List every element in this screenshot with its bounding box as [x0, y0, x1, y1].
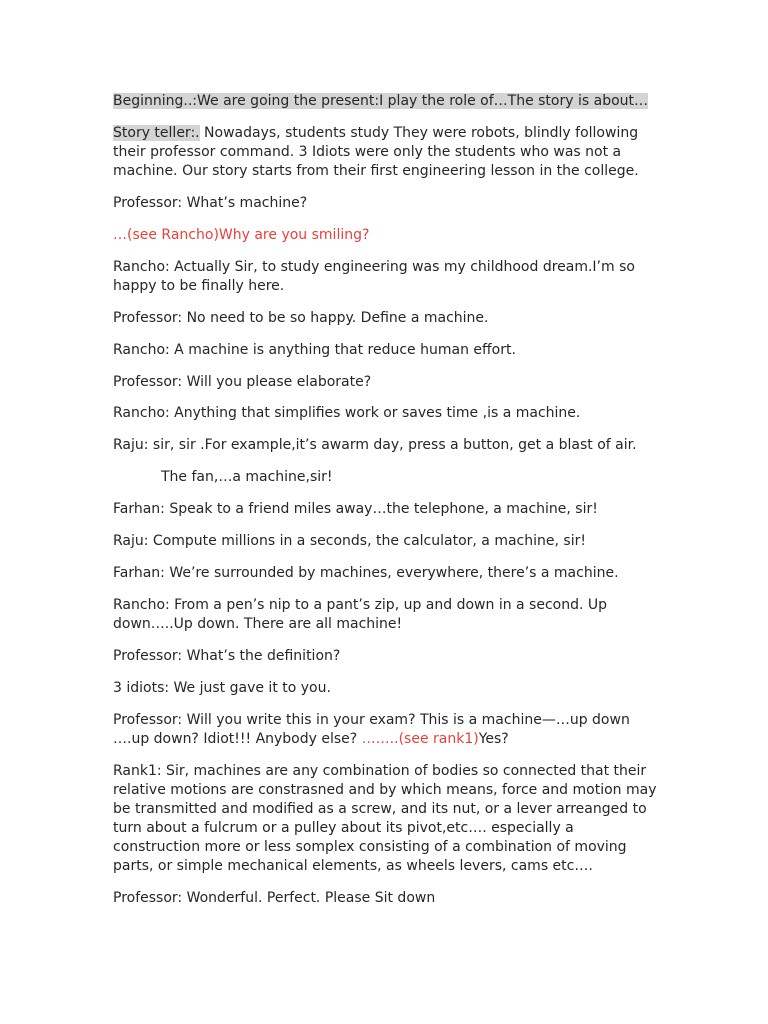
paragraph-line: relative motions are constrasned and by which means, force and motion may: [113, 782, 657, 798]
paragraph-line: happy to be finally here.: [113, 278, 285, 294]
paragraph-line: be transmitted and modified as a screw, and its nut, or a lever arreanged to: [113, 801, 647, 817]
paragraph-line: parts, or simple mechanical elements, as wheels levers, cams etc….: [113, 858, 593, 874]
dialogue-line: Raju: sir, sir .For example,it’s awarm day, press a button, get a blast of air.: [113, 437, 637, 453]
paragraph-line: machine. Our story starts from their first engineering lesson in the college.: [113, 163, 639, 179]
paragraph-line: Rank1: Sir, machines are any combination of bodies so connected that their: [113, 763, 647, 779]
dialogue-text: ….up down? Idiot!!! Anybody else?: [113, 731, 362, 747]
dialogue-line-indented: The fan,…a machine,sir!: [161, 469, 333, 485]
dialogue-line: Professor: No need to be so happy. Define a machine.: [113, 310, 489, 326]
dialogue-paragraph: [113, 711, 658, 749]
paragraph-line: Rancho: Actually Sir, to study engineering was my childhood dream.I’m so: [113, 259, 635, 275]
dialogue-line: Farhan: Speak to a friend miles away…the telephone, a machine, sir!: [113, 501, 598, 517]
dialogue-paragraph: [113, 258, 658, 296]
dialogue-line: Farhan: We’re surrounded by machines, everywhere, there’s a machine.: [113, 565, 619, 581]
dialogue-line: Raju: Compute millions in a seconds, the calculator, a machine, sir!: [113, 533, 586, 549]
paragraph-line: Rancho: From a pen’s nip to a pant’s zip, up and down in a second. Up: [113, 597, 608, 613]
beginning-line: [113, 92, 658, 111]
dialogue-line: Rancho: A machine is anything that reduce human effort.: [113, 342, 516, 358]
dialogue-line: Professor: What’s machine?: [113, 195, 308, 211]
dialogue-line: Professor: What’s the definition?: [113, 648, 341, 664]
story-teller-paragraph: [113, 124, 658, 181]
story-text: Nowadays, students study They were robots, blindly following: [199, 125, 639, 141]
paragraph-line: down…..Up down. There are all machine!: [113, 616, 403, 632]
paragraph-line: Professor: Will you write this in your exam? This is a machine—…up down: [113, 712, 630, 728]
highlighted-text: Beginning..:We are going the present:I play the role of…The story is about…: [113, 93, 649, 109]
stage-direction: …(see Rancho)Why are you smiling?: [113, 227, 370, 243]
paragraph-line: turn about a fulcrum or a pulley about its pivot,etc…. especially a: [113, 820, 574, 836]
dialogue-line: Professor: Wonderful. Perfect. Please Sit down: [113, 890, 436, 906]
paragraph-line: their professor command. 3 Idiots were only the students who was not a: [113, 144, 622, 160]
dialogue-text: Yes?: [478, 731, 509, 747]
paragraph-line: construction more or less somplex consisting of a combination of moving: [113, 839, 627, 855]
dialogue-paragraph: [113, 596, 658, 634]
dialogue-line: Rancho: Anything that simplifies work or saves time ,is a machine.: [113, 405, 581, 421]
paragraph-line: [113, 124, 658, 143]
dialogue-line: 3 idiots: We just gave it to you.: [113, 680, 331, 696]
dialogue-line: Professor: Will you please elaborate?: [113, 374, 372, 390]
story-teller-label: Story teller:.: [113, 125, 200, 141]
paragraph-line: [113, 730, 658, 749]
dialogue-paragraph: [113, 762, 658, 876]
stage-direction: ……..(see rank1): [361, 731, 479, 747]
